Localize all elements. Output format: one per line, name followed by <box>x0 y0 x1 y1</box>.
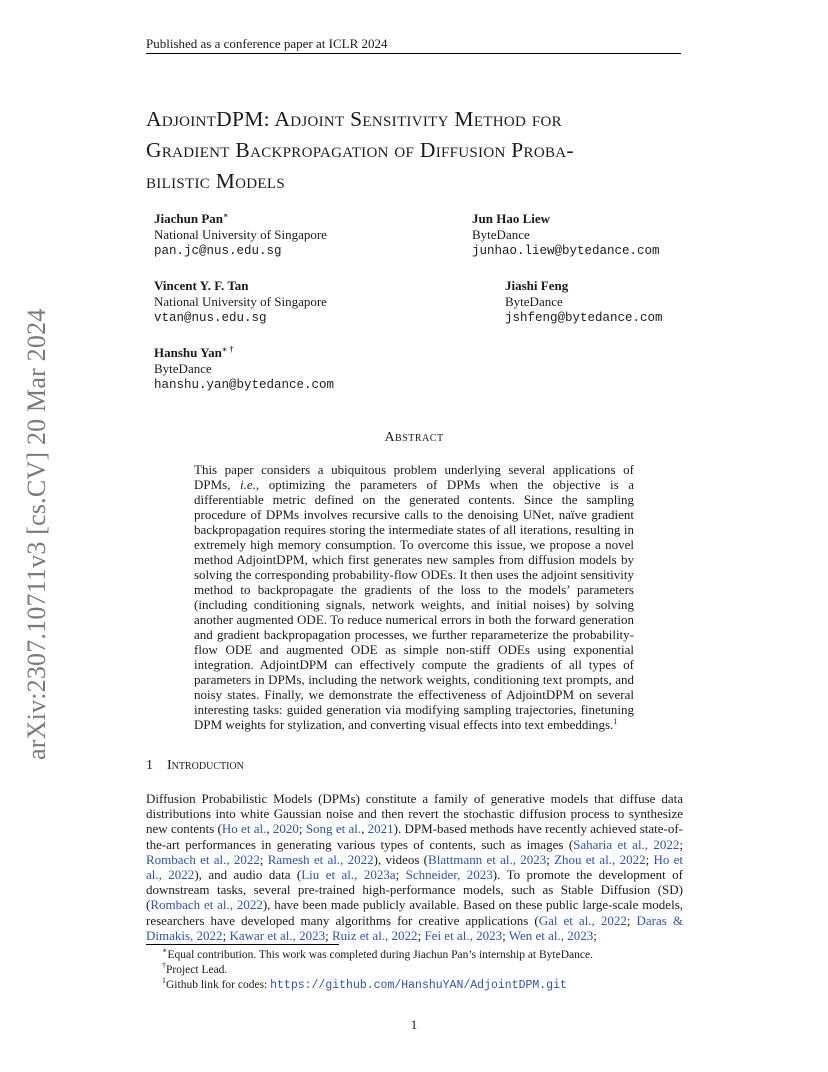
citation-link[interactable]: Wen et al., 2023 <box>508 927 594 943</box>
citation-link[interactable]: Ho et al., 2022 <box>146 851 683 883</box>
citation-link[interactable]: Saharia et al., 2022 <box>573 836 680 852</box>
footnote-3: $^1$Github link for codes: https://github.com/HanshuYAN/AdjointDPM.git <box>162 976 567 992</box>
arxiv-watermark: arXiv:2307.10711v3 [cs.CV] 20 Mar 2024 <box>22 308 51 760</box>
running-header: Published as a conference paper at ICLR 2024 <box>146 36 388 51</box>
citation-link[interactable]: Song et al. <box>305 821 362 837</box>
abstract-heading: Abstract <box>384 430 444 445</box>
citation-link[interactable]: 2021 <box>367 821 394 837</box>
citation-link[interactable]: Schneider, 2023 <box>405 867 493 883</box>
author-email[interactable]: jshfeng@bytedance.com <box>505 311 663 325</box>
author-block-5 <box>154 345 334 393</box>
title-line-2: Gradient Backpropagation of Diffusion Proba- <box>146 138 574 162</box>
citation-link[interactable]: Rombach et al., 2022 <box>150 897 263 913</box>
page-number: 1 <box>410 1017 418 1032</box>
footnote-marker[interactable]: 1 <box>613 717 618 726</box>
author-name: Vincent Y. F. Tan <box>154 278 249 293</box>
author-name: Jiachun Pan∗ <box>154 211 229 226</box>
header-rule <box>146 53 681 54</box>
citation-link[interactable]: Liu et al., 2023a <box>301 867 396 883</box>
author-affiliation: National University of Singapore <box>154 227 327 242</box>
abstract-body: This paper considers a ubiquitous problem underlying several applications of DPMs, i.e., optimizing the parameters of DPMs when the objective is a differentiable metric defined on the generated contents. Since the sampling procedure of DPMs involves recursive calls to the denoising UNet, naïve gradient backpropagation requires storing the intermediate states of all iterations, resulting in extremely high memory consumption. To overcome this issue, we propose a novel method AdjointDPM, which first generates new samples from diffusion models by solving the corresponding probability-flow ODEs. It then uses the adjoint sensitivity method to backpropagate the gradients of the loss to the models’ parameters (including conditioning signals, network weights, and initial noises) by solving another augmented ODE. To reduce numerical errors in both the forward generation and gradient backpropagation processes, we further reparameterize the probability-flow ODE and augmented ODE as simple non-stiff ODEs using exponential integration. AdjointDPM can effectively compute the gradients of all types of parameters in DPMs, including the network weights, conditioning text prompts, and noisy states. Finally, we demonstrate the effectiveness of AdjointDPM on several interesting tasks: guided generation via modifying sampling trajectories, finetuning DPM weights for stylization, and converting visual effects into text embeddings.$^1$ <box>194 462 634 732</box>
author-block-3 <box>154 278 327 326</box>
author-affiliation: ByteDance <box>505 294 563 309</box>
footnotes <box>146 948 686 993</box>
author-name: Jiashi Feng <box>505 278 569 293</box>
citation-link[interactable]: Ramesh et al., 2022 <box>267 851 374 867</box>
author-affiliation: National University of Singapore <box>154 294 327 309</box>
section-heading: 1 Introduction <box>146 758 244 773</box>
author-block-2 <box>472 211 660 259</box>
author-block-4 <box>505 278 663 326</box>
author-affiliation: ByteDance <box>472 227 530 242</box>
introduction-paragraph: Diffusion Probabilistic Models (DPMs) constitute a family of generative models that diffuse data distributions into white Gaussian noise and then revert the stochastic diffusion process to synthesize new contents (Ho et al., 2020; Song et al., 2021). DPM-based methods have recently achieved state-of-the-art performances in generating various types of contents, such as images (Saharia et al., 2022; Rombach et al., 2022; Ramesh et al., 2022), videos (Blattmann et al., 2023; Zhou et al., 2022; Ho et al., 2022), and audio data (Liu et al., 2023a; Schneider, 2023). To promote the development of downstream tasks, several pre-trained high-performance models, such as Stable Diffusion (SD) (Rombach et al., 2022), have been made publicly available. Based on these public large-scale models, researchers have developed many algorithms for creative applications (Gal et al., 2022; Daras & Dimakis, 2022; Kawar et al., 2023; Ruiz et al., 2022; Fei et al., 2023; Wen et al., 2023; <box>146 791 684 943</box>
citation-link[interactable]: Zhou et al., 2022 <box>554 851 646 867</box>
author-affiliation: ByteDance <box>154 361 212 376</box>
author-email[interactable]: vtan@nus.edu.sg <box>154 311 267 325</box>
citation-link[interactable]: Ruiz et al., 2022 <box>331 927 418 943</box>
author-email[interactable]: hanshu.yan@bytedance.com <box>154 378 335 392</box>
citation-link[interactable]: Kawar et al., 2023 <box>229 927 326 943</box>
github-link[interactable]: https://github.com/HanshuYAN/AdjointDPM.git <box>270 979 567 992</box>
author-name: Jun Hao Liew <box>472 211 551 226</box>
title-line-1: AdjointDPM: Adjoint Sensitivity Method for <box>146 107 562 131</box>
citation-link[interactable]: 2020 <box>272 821 299 837</box>
citation-link[interactable]: Ho et al. <box>221 821 267 837</box>
title-line-3: bilistic Models <box>146 169 285 193</box>
author-block-1 <box>154 211 327 259</box>
footnote-rule <box>146 944 339 945</box>
footnote-1: ∗Equal contribution. This work was completed during Jiachun Pan’s internship at ByteDance. <box>162 946 593 961</box>
citation-link[interactable]: Rombach et al., 2022 <box>146 851 260 867</box>
citation-link[interactable]: Blattmann et al., 2023 <box>428 851 547 867</box>
author-name: Hanshu Yan∗ † <box>154 345 234 360</box>
citation-link[interactable]: Daras & Dimakis, 2022 <box>146 912 683 943</box>
author-email[interactable]: junhao.liew@bytedance.com <box>472 244 660 258</box>
footnote-2: †Project Lead. <box>162 961 228 976</box>
citation-link[interactable]: Fei et al., 2023 <box>424 927 503 943</box>
paper-title <box>146 104 706 197</box>
citation-link[interactable]: Gal et al., 2022 <box>538 912 627 928</box>
author-email[interactable]: pan.jc@nus.edu.sg <box>154 244 282 258</box>
